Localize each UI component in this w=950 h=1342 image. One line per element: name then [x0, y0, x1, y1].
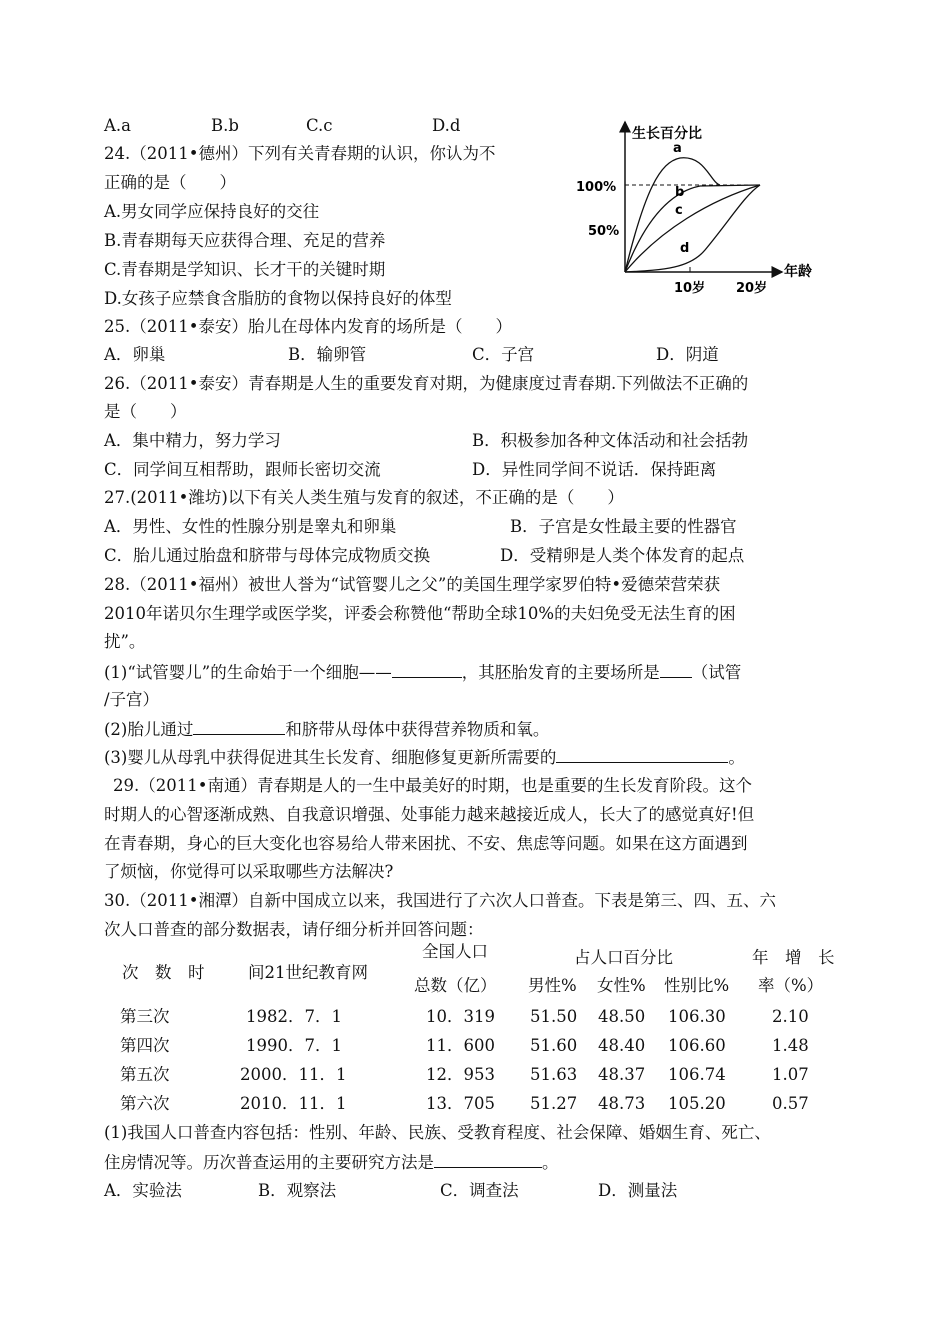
q28-stem-line2: 2010年诺贝尔生理学或医学奖，评委会称赞他“帮助全球10%的夫妇免受无法生育的困: [104, 604, 736, 623]
q23-option-c: C.c: [306, 116, 333, 135]
y-tick-50: 50%: [588, 224, 620, 239]
th-times: 次 数 时: [122, 963, 205, 982]
q25-option-a: A．卵巢: [104, 345, 166, 364]
cell-census: 第六次: [120, 1094, 170, 1113]
q29-line3: 在青春期，身心的巨大变化也容易给人带来困扰、不安、焦虑等问题。如果在这方面遇到: [104, 834, 748, 853]
q28-stem-line1: 28.（2011•福州）被世人誉为“试管婴儿之父”的美国生理学家罗伯特•爱德荣营荣获: [104, 575, 721, 594]
th-female: 女性%: [597, 976, 646, 995]
q30-part1-text-b: 。: [542, 1153, 559, 1172]
cell-male: 51.63: [530, 1065, 578, 1084]
q25-stem: 25.（2011•泰安）胎儿在母体内发育的场所是（ ）: [104, 317, 512, 336]
cell-growth: 1.48: [772, 1036, 809, 1055]
q24-option-d: D.女孩子应禁食含脂肪的食物以保持良好的体型: [104, 289, 452, 308]
q24-option-a: A.男女同学应保持良好的交往: [104, 202, 320, 221]
q27-option-c: C．胎儿通过胎盘和脐带与母体完成物质交换: [104, 546, 431, 565]
q26-stem-line2: 是（ ）: [104, 402, 187, 421]
curve-label-b: b: [675, 185, 685, 200]
th-date: 间21世纪教育网: [248, 963, 368, 982]
x-tick-20: 20岁: [736, 281, 768, 296]
q28-part2-text-b: 和脐带从母体中获得营养物质和氧。: [285, 720, 550, 739]
cell-female: 48.73: [598, 1094, 646, 1113]
q28-blank-place[interactable]: [660, 662, 692, 678]
th-growth-line2: 率（%）: [758, 976, 824, 995]
q27-option-a: A．男性、女性的性腺分别是睾丸和卵巢: [104, 517, 397, 536]
q26-option-b: B．积极参加各种文体活动和社会括勃: [472, 431, 749, 450]
cell-date: 2010．11．1: [240, 1094, 347, 1113]
cell-date: 2000．11．1: [240, 1065, 347, 1084]
curve-label-a: a: [673, 141, 682, 156]
curve-label-d: d: [680, 241, 690, 256]
cell-male: 51.60: [530, 1036, 578, 1055]
q29-line1: 29.（2011•南通）青春期是人的一生中最美好的时期，也是重要的生长发育阶段。这个: [113, 776, 752, 795]
th-pop-line2: 总数（亿）: [414, 976, 497, 995]
cell-female: 48.50: [598, 1007, 646, 1026]
q28-part1-text-a: (1)“试管婴儿”的生命始于一个细胞——: [104, 663, 392, 682]
q23-option-b: B.b: [211, 116, 239, 135]
q26-option-d: D．异性同学间不说话．保持距离: [472, 460, 717, 479]
q29-line2: 时期人的心智逐渐成熟、自我意识增强、处事能力越来越接近成人，长大了的感觉真好!但: [104, 805, 755, 824]
q26-option-a: A．集中精力，努力学习: [104, 431, 281, 450]
cell-population: 10．319: [426, 1007, 495, 1026]
q30-option-d: D．测量法: [598, 1181, 678, 1200]
y-axis-label: 生长百分比: [632, 126, 702, 142]
cell-ratio: 106.60: [668, 1036, 726, 1055]
q29-line4: 了烦恼，你觉得可以采取哪些方法解决?: [104, 862, 394, 881]
cell-ratio: 106.30: [668, 1007, 726, 1026]
cell-female: 48.40: [598, 1036, 646, 1055]
q28-blank-nutrient[interactable]: [556, 747, 728, 763]
th-percentage: 占人口百分比: [574, 948, 673, 967]
q30-line1: 30.（2011•湘潭）自新中国成立以来，我国进行了六次人口普查。下表是第三、四、五、六: [104, 891, 776, 910]
q30-line2: 次人口普查的部分数据表，请仔细分析并回答问题：: [104, 920, 484, 939]
q28-part3: [104, 747, 745, 768]
th-pop-line1: 全国人口: [422, 942, 488, 961]
q26-option-c: C．同学间互相帮助，跟师长密切交流: [104, 460, 381, 479]
q30-part1-line2: [104, 1152, 559, 1173]
q23-option-d: D.d: [432, 116, 461, 135]
q28-part1-text-b: ，其胚胎发育的主要场所是: [461, 663, 660, 682]
curve-d: [625, 185, 760, 272]
q28-part3-text-a: (3)婴儿从母乳中获得促进其生长发育、细胞修复更新所需要的: [104, 748, 557, 767]
cell-ratio: 105.20: [668, 1094, 726, 1113]
cell-male: 51.27: [530, 1094, 578, 1113]
curve-label-c: c: [675, 203, 683, 218]
curve-b: [625, 185, 760, 272]
growth-percentage-graph: [570, 110, 830, 300]
q25-option-c: C．子宫: [472, 345, 535, 364]
cell-growth: 2.10: [772, 1007, 809, 1026]
q27-option-b: B．子宫是女性最主要的性器官: [510, 517, 737, 536]
th-ratio: 性别比%: [664, 976, 730, 995]
q28-part1-text-c: （试管: [691, 663, 742, 682]
curve-c: [625, 185, 760, 272]
cell-male: 51.50: [530, 1007, 578, 1026]
q28-stem-line3: 扰”。: [104, 632, 146, 651]
cell-census: 第三次: [120, 1007, 170, 1026]
q24-stem-line2: 正确的是（ ）: [104, 173, 236, 192]
q28-blank-placenta[interactable]: [193, 719, 285, 735]
q25-option-d: D．阴道: [656, 345, 719, 364]
cell-population: 11．600: [426, 1036, 495, 1055]
cell-ratio: 106.74: [668, 1065, 726, 1084]
cell-growth: 1.07: [772, 1065, 809, 1084]
q30-option-b: B．观察法: [258, 1181, 337, 1200]
cell-population: 13．705: [426, 1094, 495, 1113]
q30-option-a: A．实验法: [104, 1181, 182, 1200]
q23-option-a: A.a: [104, 116, 131, 135]
q28-part3-text-b: 。: [728, 748, 745, 767]
q28-part1: [104, 662, 741, 683]
q28-part1-cont: /子宫）: [104, 690, 160, 709]
q30-part1-text-a: 住房情况等。历次普查运用的主要研究方法是: [104, 1153, 434, 1172]
th-male: 男性%: [528, 976, 577, 995]
q24-option-c: C.青春期是学知识、长才干的关键时期: [104, 260, 386, 279]
q30-blank-method[interactable]: [434, 1152, 542, 1168]
q28-blank-cell[interactable]: [392, 662, 462, 678]
q27-option-d: D．受精卵是人类个体发育的起点: [500, 546, 745, 565]
cell-census: 第四次: [120, 1036, 170, 1055]
x-tick-10: 10岁: [674, 281, 706, 296]
q30-part1-line1: (1)我国人口普查内容包括：性别、年龄、民族、受教育程度、社会保障、婚姻生育、死亡、: [104, 1123, 771, 1142]
th-growth-line1: 年 增 长: [752, 948, 835, 967]
cell-growth: 0.57: [772, 1094, 809, 1113]
curve-a: [625, 158, 720, 272]
q26-stem-line1: 26.（2011•泰安）青春期是人生的重要发育对期，为健康度过青春期.下列做法不正确的: [104, 374, 749, 393]
q28-part2: [104, 719, 549, 740]
cell-population: 12．953: [426, 1065, 495, 1084]
q30-option-c: C．调查法: [440, 1181, 519, 1200]
cell-date: 1982．7．1: [246, 1007, 342, 1026]
cell-date: 1990．7．1: [246, 1036, 342, 1055]
q28-part2-text-a: (2)胎儿通过: [104, 720, 194, 739]
q25-option-b: B．输卵管: [288, 345, 367, 364]
q24-stem-line1: 24.（2011•德州）下列有关青春期的认识，你认为不: [104, 144, 496, 163]
q27-stem: 27.(2011•潍坊)以下有关人类生殖与发育的叙述，不正确的是（ ）: [104, 488, 624, 507]
cell-female: 48.37: [598, 1065, 646, 1084]
y-tick-100: 100%: [576, 180, 617, 195]
x-axis-label: 年龄: [784, 264, 812, 280]
q24-option-b: B.青春期每天应获得合理、充足的营养: [104, 231, 386, 250]
cell-census: 第五次: [120, 1065, 170, 1084]
